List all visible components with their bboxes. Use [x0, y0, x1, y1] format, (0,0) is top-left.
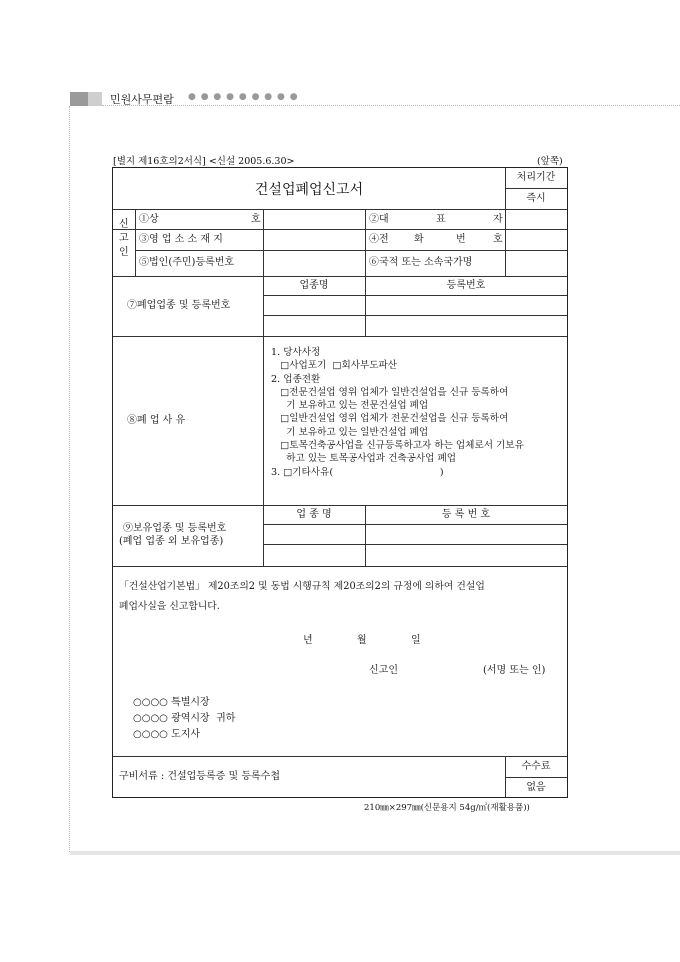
reason-line: □사업포기 □회사부도파산 — [271, 360, 398, 372]
reason-line: □일반건설업 영위 업체가 전문건설업을 신규 등록하여 — [271, 413, 509, 425]
nationality-label: ⑥국적 또는 소속국가명 — [369, 257, 473, 268]
closed-col-registration-number: 등록번호 — [446, 280, 486, 291]
trade-name-label: ①상 — [139, 214, 159, 225]
applicant-label-2: 고 — [119, 233, 129, 244]
reason-line: 3. □기타사유( ) — [271, 466, 444, 478]
phone-label-2: 화 — [414, 234, 424, 245]
date-day: 일 — [411, 635, 421, 646]
closed-col-business-type: 업종명 — [299, 280, 329, 291]
reason-line: □전문건설업 영위 업체가 일반건설업을 신규 등록하여 — [271, 386, 509, 398]
registration-number-label: ⑤법인(주민)등록번호 — [139, 257, 235, 268]
representative-label-mid: 표 — [436, 214, 446, 225]
reason-line: 2. 업종전환 — [271, 373, 321, 385]
phone-label-3: 번 — [456, 234, 466, 245]
signature-label: (서명 또는 인) — [483, 665, 546, 676]
reporter-label: 신고인 — [369, 665, 398, 676]
trade-name-label-end: 호 — [251, 214, 261, 225]
fee-value: 없음 — [526, 782, 546, 793]
reason-line: 기 보유하고 있는 전문건설업 폐업 — [271, 400, 429, 412]
header-bar-dark — [70, 92, 88, 106]
held-col-business-type: 업 종 명 — [296, 509, 332, 520]
header-bar-light — [88, 92, 102, 106]
date-month: 월 — [357, 635, 367, 646]
bottom-rule — [70, 851, 680, 855]
held-business-sublabel: (폐업 업종 외 보유업종) — [119, 536, 224, 547]
recipient-seoul: ○○○○ 특별시장 — [133, 697, 210, 708]
held-col-registration-number: 등 록 번 호 — [441, 509, 491, 520]
closed-business-label: ⑦폐업업종 및 등록번호 — [127, 300, 231, 311]
statement-line-1: 「건설산업기본법」 제20조의2 및 동법 시행규칙 제20조의2의 규정에 의하여 건설업 — [119, 581, 485, 592]
date-year: 년 — [303, 635, 313, 646]
reason-line: 하고 있는 토목공사업과 건축공사업 폐업 — [271, 453, 456, 465]
form-title: 건설업폐업신고서 — [254, 182, 364, 198]
recipient-metro: ○○○○ 광역시장 귀하 — [133, 713, 236, 724]
left-dotted-rule — [69, 106, 70, 852]
representative-label-end: 자 — [493, 214, 503, 225]
page-side-label: (앞쪽) — [537, 156, 563, 167]
phone-label-4: 호 — [493, 234, 503, 245]
phone-label: ④전 — [369, 234, 389, 245]
required-documents: 구비서류 : 건설업등록증 및 등록수첩 — [119, 771, 280, 782]
representative-label: ②대 — [369, 214, 389, 225]
applicant-label-3: 인 — [119, 247, 129, 258]
business-address-label: ③영 업 소 소 재 지 — [139, 234, 223, 245]
closure-report-form — [112, 167, 568, 798]
recipient-province: ○○○○ 도지사 — [133, 729, 201, 740]
page-header-title: 민원사무편람 — [110, 93, 174, 106]
reason-line: 1. 당사사정 — [271, 347, 321, 358]
processing-period-value: 즉시 — [526, 193, 546, 204]
closure-reason-list — [271, 346, 524, 479]
reason-line: 기 보유하고 있는 일반건설업 폐업 — [271, 426, 429, 438]
closure-reason-label: ⑧폐 업 사 유 — [127, 415, 186, 426]
form-annotation: [별지 제16호의2서식] <신설 2005.6.30> — [113, 156, 295, 167]
header-dotted-rule — [102, 105, 680, 106]
held-business-label: ⑨보유업종 및 등록번호 — [123, 523, 227, 534]
reason-line: □토목건축공사업을 신규등록하고자 하는 업체로서 기보유 — [271, 440, 524, 452]
paper-size-note: 210㎜×297㎜(신문용지 54g/㎡(재활용품)) — [364, 803, 530, 813]
fee-label: 수수료 — [521, 761, 551, 772]
statement-line-2: 폐업사실을 신고합니다. — [119, 601, 220, 612]
processing-period-label: 처리기간 — [516, 172, 556, 183]
header-dots: ● ● ● ● ● ● ● ● ● — [188, 92, 299, 102]
applicant-label-1: 신 — [119, 219, 129, 230]
